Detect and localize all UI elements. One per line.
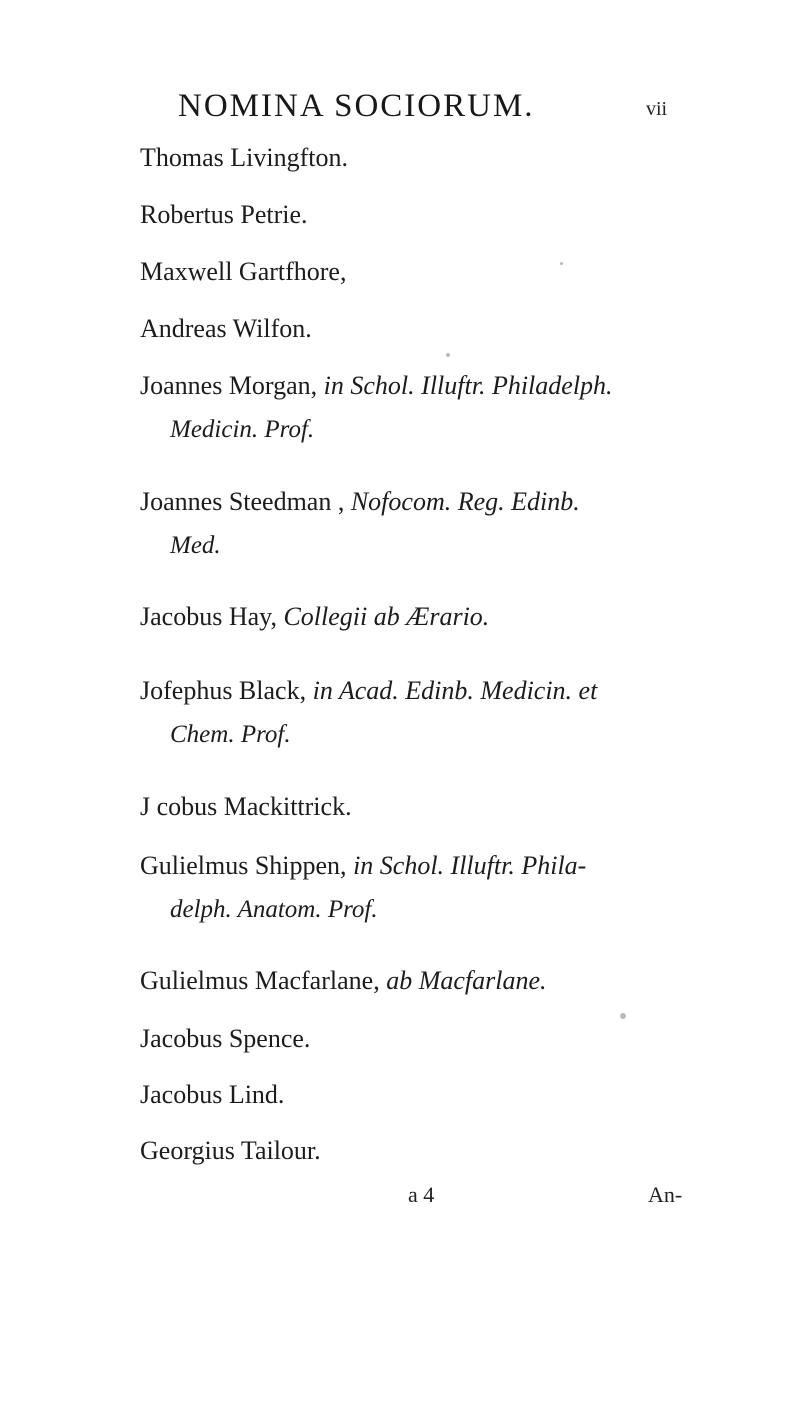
member-description-continued: Med. <box>170 532 221 559</box>
member-name: Robertus Petrie. <box>140 200 308 229</box>
paper-speck <box>620 1013 626 1019</box>
member-name: Jacobus Spence. <box>140 1024 311 1053</box>
member-entry <box>140 602 489 632</box>
member-name: Maxwell Gartfhore, <box>140 257 347 286</box>
member-description-continued: delph. Anatom. Prof. <box>170 896 378 923</box>
member-name: Gulielmus Shippen, <box>140 851 347 880</box>
signature-mark: a 4 <box>408 1182 435 1207</box>
member-name: Joannes Morgan, <box>140 371 318 400</box>
member-entry <box>140 1024 310 1054</box>
member-description: in Schol. Illuftr. Philadelph. <box>323 371 613 400</box>
member-name: J cobus Mackittrick. <box>140 792 352 821</box>
paper-speck <box>446 353 450 357</box>
member-name: Gulielmus Macfarlane, <box>140 966 380 995</box>
member-name: Joannes Steedman , <box>140 487 345 516</box>
member-entry <box>140 676 597 706</box>
member-description-continued: Chem. Prof. <box>170 721 291 748</box>
member-name: Jacobus Hay, <box>140 602 277 631</box>
member-description: in Schol. Illuftr. Phila- <box>353 851 587 880</box>
member-name: Jofephus Black, <box>140 676 307 705</box>
running-header <box>178 88 738 128</box>
member-entry <box>140 314 312 344</box>
member-entry <box>140 851 586 881</box>
member-entry <box>140 200 308 230</box>
member-description: Nofocom. Reg. Edinb. <box>350 487 580 516</box>
member-description: in Acad. Edinb. Medicin. et <box>312 676 598 705</box>
member-entry <box>140 257 346 287</box>
member-description: ab Macfarlane. <box>386 966 547 995</box>
catchword: An- <box>648 1182 683 1207</box>
member-entry <box>140 966 547 996</box>
member-entry <box>140 371 613 401</box>
member-description: Collegii ab Ærario. <box>283 602 490 631</box>
member-name: Thomas Livingfton. <box>140 143 348 172</box>
member-entry <box>140 1136 321 1166</box>
paper-speck <box>560 262 563 265</box>
member-entry <box>140 487 580 517</box>
member-entry <box>140 1080 284 1110</box>
member-entry <box>140 143 348 173</box>
member-name: Andreas Wilfon. <box>140 314 312 343</box>
page-title: NOMINA SOCIORUM. <box>178 88 535 124</box>
member-entry <box>140 792 352 822</box>
member-name: Georgius Tailour. <box>140 1136 321 1165</box>
member-description-continued: Medicin. Prof. <box>170 416 315 443</box>
member-name: Jacobus Lind. <box>140 1080 285 1109</box>
page-number: vii <box>646 98 668 120</box>
